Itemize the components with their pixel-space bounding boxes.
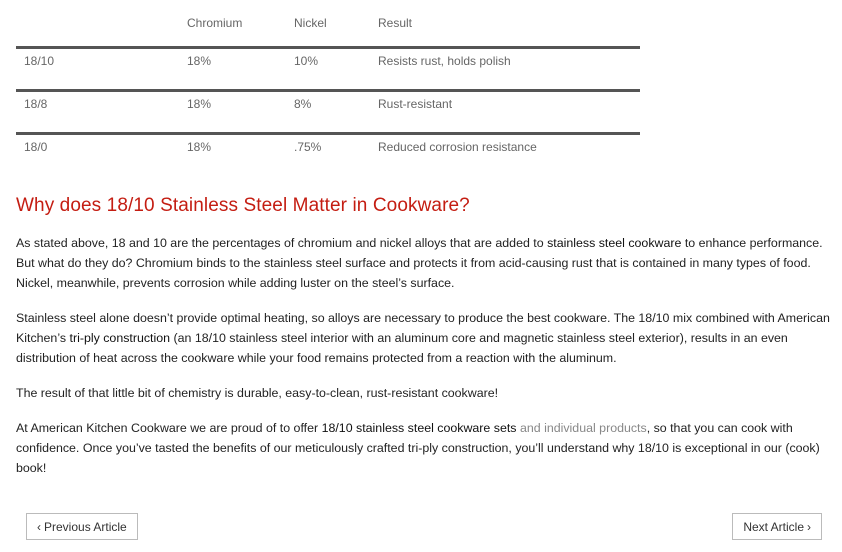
steel-grade-table	[16, 0, 640, 175]
table-cell-chromium: 18%	[187, 91, 294, 134]
paragraph-result: The result of that little bit of chemistry is durable, easy-to-clean, rust-resistant cookware!	[16, 386, 499, 400]
table-header-row	[16, 0, 640, 48]
table-cell-result: Reduced corrosion resistance	[378, 140, 537, 154]
paragraph-text: Stainless steel alone doesn’t provide optimal heating, so alloys are necessary to produce the best cookware. The 18/10 mix combined with American Kitchen’s	[16, 311, 830, 345]
table-cell-grade: 18/10	[16, 48, 187, 91]
paragraph-text: As stated above, 18 and 10 are the percentages of chromium and nickel alloys that are added to	[16, 236, 548, 250]
chevron-left-icon: ‹	[37, 519, 41, 534]
individual-products-link[interactable]: and individual products	[519, 421, 647, 435]
paragraph-text: At American Kitchen Cookware we are proud of to offer	[16, 421, 322, 435]
table-header-nickel: Nickel	[294, 0, 378, 48]
paragraph-heating	[16, 308, 834, 368]
table-cell-chromium: 18%	[187, 48, 294, 91]
paragraph-offer	[16, 418, 834, 478]
article-body	[16, 233, 834, 493]
table-row	[16, 134, 640, 176]
table-row	[16, 48, 640, 91]
next-article-button[interactable]	[732, 513, 822, 540]
paragraph-text: , so that you can cook with confidence. Once you’ve tasted the benefits of our meticulously crafted tri-ply construction, you’ll understand why 18/10 is exceptional in our (cook) book!	[16, 421, 820, 475]
table-row	[16, 91, 640, 134]
paragraph-alloys	[16, 233, 834, 293]
chevron-right-icon: ›	[807, 519, 811, 534]
previous-article-label: Previous Article	[44, 519, 127, 534]
tri-ply-construction-link[interactable]: tri-ply construction	[69, 331, 171, 345]
next-article-label: Next Article	[743, 519, 804, 534]
paragraph-text: to enhance performance. But what do they do? Chromium binds to the stainless steel surface and protects it from acid-causing rust that is contained in many types of food. Nickel, meanwhile, prevents corrosion while adding luster on the steel’s surface.	[16, 236, 823, 290]
table-cell-result: Resists rust, holds polish	[378, 48, 640, 91]
table-cell-grade: 18/0	[24, 140, 48, 154]
cookware-sets-link[interactable]: 18/10 stainless steel cookware sets	[321, 421, 517, 435]
table-cell-nickel: 10%	[294, 48, 378, 91]
table-header-result: Result	[378, 0, 640, 48]
stainless-steel-cookware-link[interactable]: stainless steel cookware	[547, 236, 682, 250]
paragraph-text: (an 18/10 stainless steel interior with an aluminum core and magnetic stainless steel exterior), results in an even distribution of heat across the cookware while your food remains protected from a reaction with the aluminum.	[16, 331, 788, 365]
section-heading: Why does 18/10 Stainless Steel Matter in Cookware?	[16, 195, 470, 216]
table-cell-nickel: .75%	[294, 140, 322, 154]
table-cell-result: Rust-resistant	[378, 91, 640, 134]
table-cell-grade: 18/8	[16, 91, 187, 134]
table-header-chromium: Chromium	[187, 0, 294, 48]
table-header-grade	[16, 0, 187, 48]
previous-article-button[interactable]	[26, 513, 138, 540]
table-cell-nickel: 8%	[294, 91, 378, 134]
table-cell-chromium: 18%	[187, 140, 212, 154]
